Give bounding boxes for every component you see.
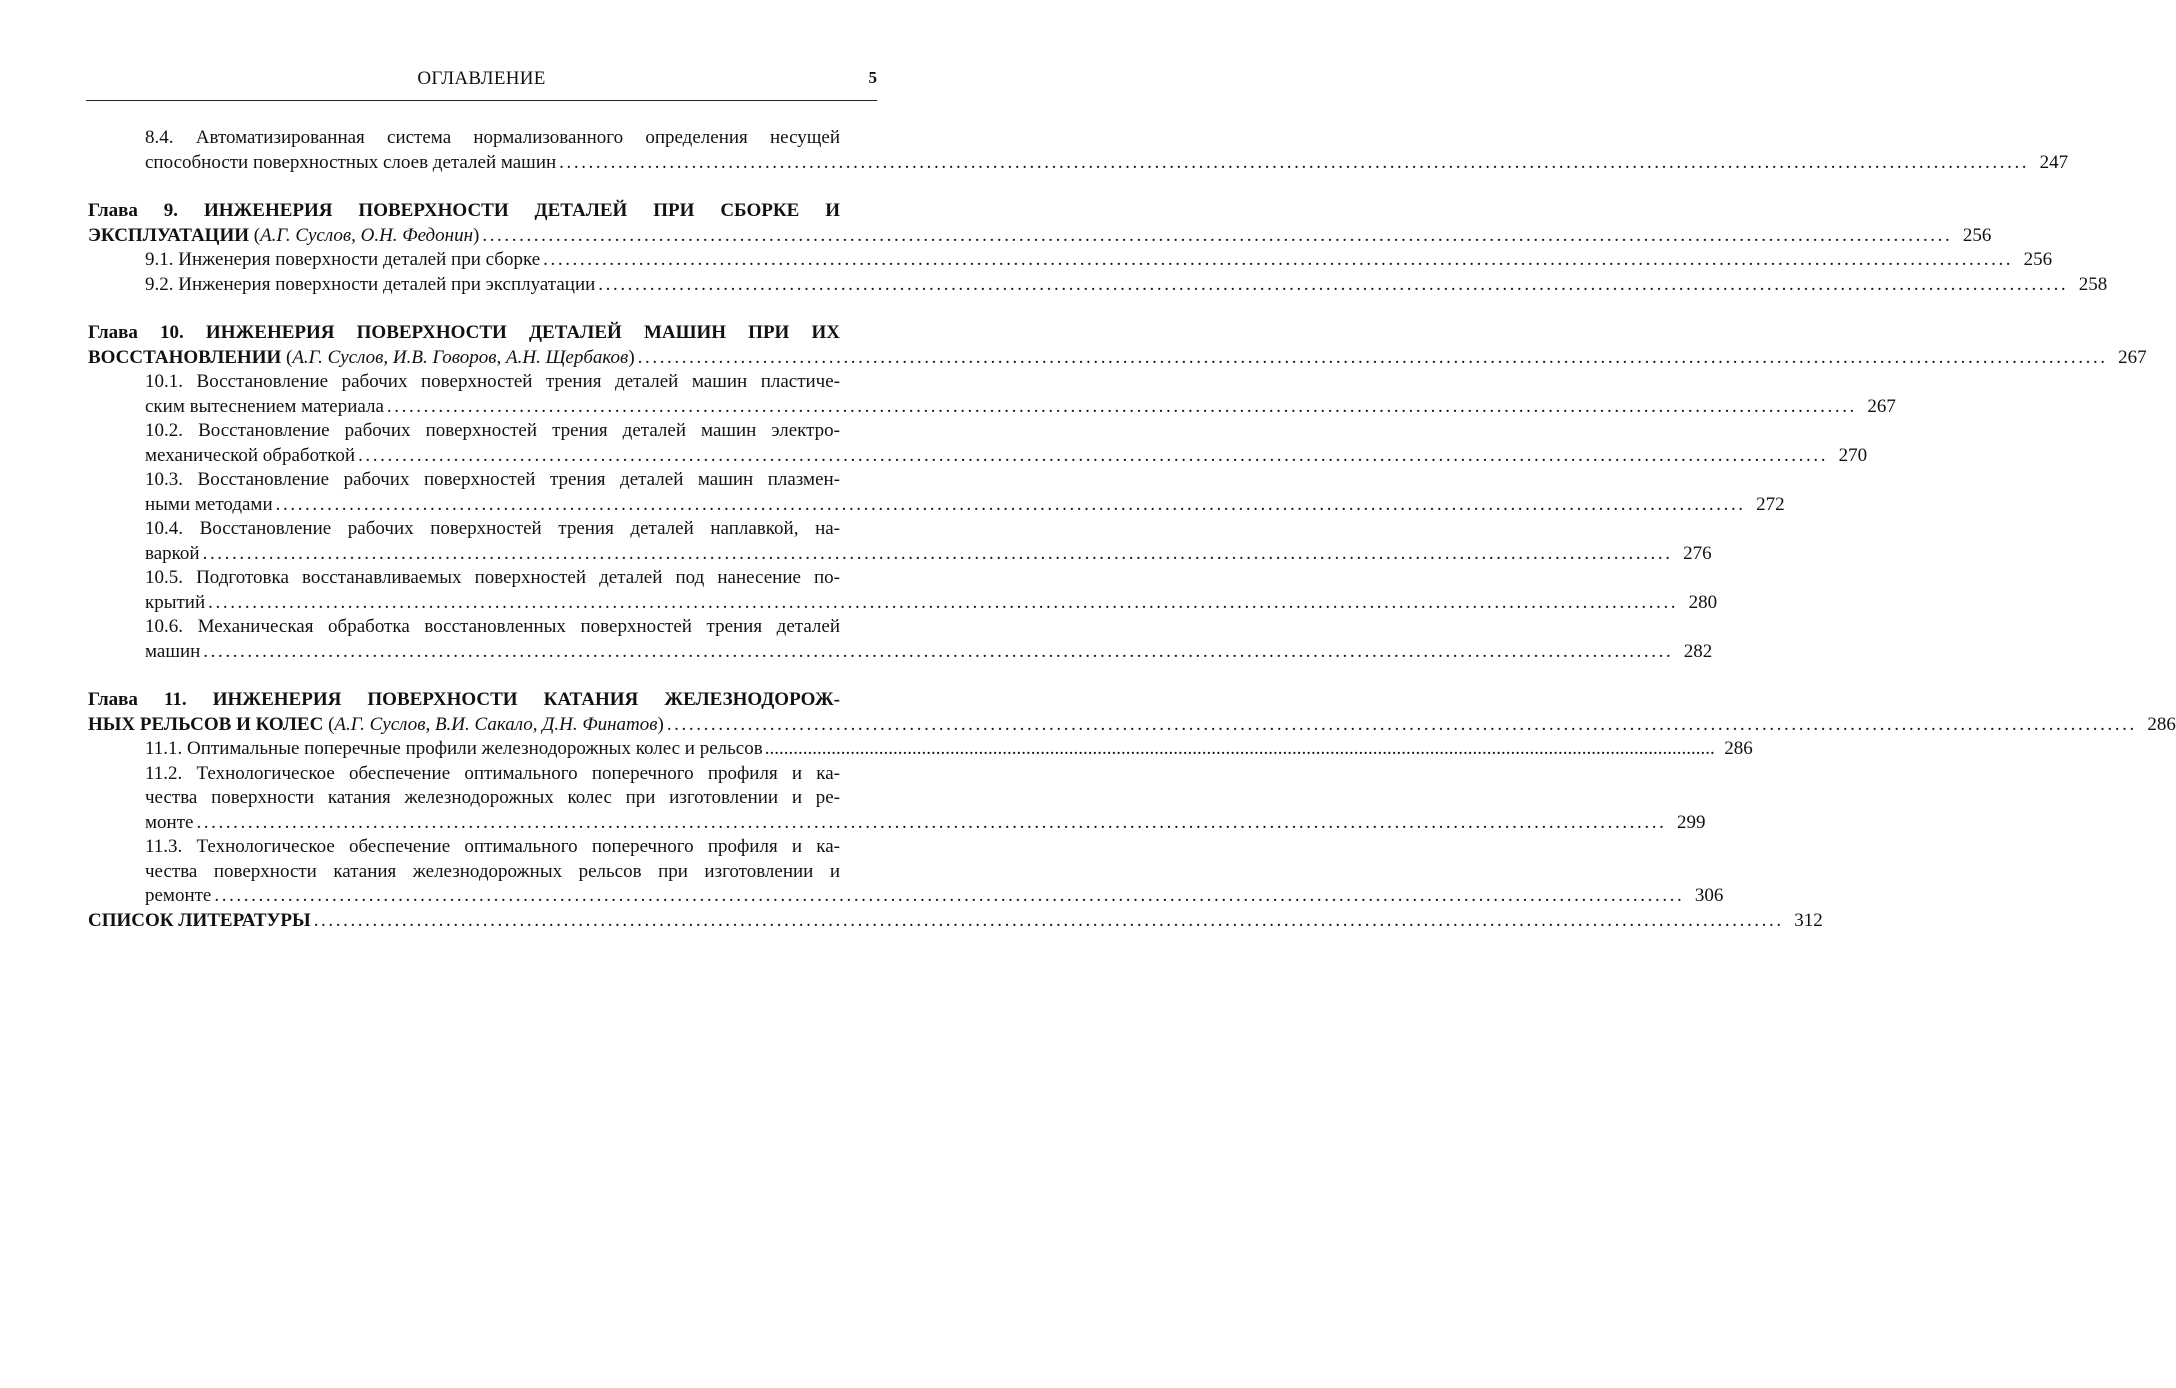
toc-entry-text: ским вытеснением материала (145, 395, 384, 417)
dot-leader: ........................................................................................................................................................................................................ (214, 885, 1685, 906)
toc-entry-line: 10.2. Восстановление рабочих поверхностей трения деталей машин электро- (145, 420, 840, 441)
spacer (88, 175, 873, 199)
dot-leader: ........................................................................................................................................................................................................ (196, 811, 1667, 833)
chapter-title-line: Глава 11. ИНЖЕНЕРИЯ ПОВЕРХНОСТИ КАТАНИЯ ЖЕЛЕЗНОДОРОЖ- (88, 689, 840, 710)
toc-entry-line: НЫХ РЕЛЬСОВ И КОЛЕС (А.Г. Суслов, В.И. Сакало, Д.Н. Финатов) ........................................................................................................................................................................................................ 286 (88, 713, 873, 738)
toc-page-number: 247 (2039, 151, 2069, 173)
toc-entry-text: ными методами (145, 493, 273, 515)
toc-entry-line: 10.1. Восстановление рабочих поверхностей трения деталей машин пластиче- (145, 371, 840, 392)
toc-page-number: 267 (1867, 395, 1896, 417)
toc-entry-text: варкой (145, 542, 200, 564)
toc-page-number: 286 (2147, 713, 2176, 735)
toc-entry-text: ремонте (145, 885, 212, 906)
toc-entry-text: крытий (145, 591, 206, 613)
page-number: 5 (868, 68, 877, 87)
toc-entry-line (88, 811, 1706, 836)
toc-entry-9-2[interactable] (88, 273, 2108, 298)
toc-entry-line: 10.3. Восстановление рабочих поверхностей трения деталей машин плазмен- (145, 469, 840, 490)
toc-page-number: 258 (2078, 273, 2108, 295)
toc-entry-line: 10.6. Механическая обработка восстановленных поверхностей трения деталей (145, 616, 840, 637)
table-of-contents (88, 126, 2176, 933)
toc-entry-11-3[interactable] (88, 835, 1724, 909)
toc-entry-11-2[interactable] (88, 762, 1706, 836)
chapter-title: ЭКСПЛУАТАЦИИ (88, 224, 249, 246)
toc-entry-line (88, 444, 1868, 469)
toc-entry-line (88, 395, 1896, 420)
toc-entry-9-1[interactable] (88, 248, 2053, 273)
chapter-title-line: Глава 9. ИНЖЕНЕРИЯ ПОВЕРХНОСТИ ДЕТАЛЕЙ ПРИ СБОРКЕ И (88, 200, 840, 221)
toc-entry-line (88, 640, 1713, 665)
toc-entry-line: 10.4. Восстановление рабочих поверхностей трения деталей наплавкой, на- (145, 518, 840, 539)
chapter-title: НЫХ РЕЛЬСОВ И КОЛЕС (88, 713, 324, 735)
toc-entry-line: чества поверхности катания железнодорожных рельсов при изготовлении и (145, 860, 840, 882)
toc-entry-10-6[interactable] (88, 615, 1713, 664)
dot-leader: ........................................................................................................................................................................................................ (482, 224, 1953, 246)
toc-entry-line (88, 151, 2069, 176)
toc-entry-10-2[interactable] (88, 419, 1868, 468)
dot-leader: ........................................................................................................................................................................................................ (208, 591, 1679, 613)
toc-entry-line (88, 591, 1718, 616)
dot-leader: ........................................................................................................................................................................................................ (543, 249, 2014, 270)
references-title: СПИСОК ЛИТЕРАТУРЫ (88, 909, 311, 931)
toc-chapter-9[interactable] (88, 199, 1992, 248)
toc-entry-8-4[interactable] (88, 126, 2069, 175)
toc-entry-references[interactable] (88, 909, 1823, 934)
toc-page-number: 312 (1794, 909, 1823, 931)
toc-entry-line (88, 542, 1712, 567)
dot-leader: ........................................................................................................................................................................................................ (637, 346, 2108, 368)
toc-entry-line (88, 884, 1724, 909)
dot-leader: ........................................................................................................................................................................................................ (203, 640, 1674, 662)
dot-leader: ........................................................................................................................................................................................................ (666, 713, 2137, 735)
toc-entry-10-1[interactable] (88, 370, 1896, 419)
toc-page-number: 280 (1688, 591, 1718, 613)
toc-page-number: 256 (2023, 249, 2053, 270)
dot-leader: ........................................................................................................................................................................................................ (313, 909, 1784, 931)
dot-leader: ........................................................................................................................................................................................................ (598, 273, 2069, 295)
toc-page-number: 267 (2118, 346, 2147, 368)
toc-entry-line: 11.3. Технологическое обеспечение оптимального поперечного профиля и ка- (145, 836, 840, 857)
chapter-authors: А.Г. Суслов, О.Н. Федонин (260, 224, 474, 246)
toc-entry-10-5[interactable] (88, 566, 1718, 615)
toc-entry-11-1[interactable] (88, 737, 1753, 762)
toc-entry-line (88, 493, 1785, 518)
toc-chapter-11[interactable] (88, 688, 2176, 737)
toc-entry-line: 10.5. Подготовка восстанавливаемых поверхностей деталей под нанесение по- (145, 567, 840, 588)
toc-entry-line: 11.2. Технологическое обеспечение оптимального поперечного профиля и ка- (145, 762, 840, 784)
page-header-title: ОГЛАВЛЕНИЕ (417, 68, 546, 89)
chapter-title-line: Глава 10. ИНЖЕНЕРИЯ ПОВЕРХНОСТИ ДЕТАЛЕЙ МАШИН ПРИ ИХ (88, 322, 840, 343)
toc-page-number: 306 (1694, 885, 1724, 906)
toc-page-number: 276 (1683, 542, 1712, 564)
toc-page-number: 256 (1962, 224, 1992, 246)
dot-leader: ........................................................................................................................................................................................................ (275, 493, 1746, 515)
toc-entry-10-4[interactable] (88, 517, 1712, 566)
chapter-title: ВОССТАНОВЛЕНИИ (88, 346, 282, 368)
dot-leader: ........................................................................................................................................................................................................ (764, 738, 1715, 759)
toc-page-number: 270 (1838, 444, 1868, 466)
toc-entry-text: монте (145, 811, 194, 833)
toc-page-number: 282 (1683, 640, 1713, 662)
toc-entry-text: механической обработкой (145, 444, 356, 466)
toc-entry-line: чества поверхности катания железнодорожных колес при изготовлении и ре- (145, 787, 840, 808)
toc-entry-text: машин (145, 640, 201, 662)
toc-entry-text: 11.1. Оптимальные поперечные профили железнодорожных колес и рельсов (145, 738, 763, 759)
chapter-authors: А.Г. Суслов, В.И. Сакало, Д.Н. Финатов (334, 713, 658, 735)
spacer (88, 664, 873, 688)
toc-entry-10-3[interactable] (88, 468, 1785, 517)
dot-leader: ........................................................................................................................................................................................................ (202, 542, 1673, 564)
chapter-authors: А.Г. Суслов, И.В. Говоров, А.Н. Щербаков (292, 346, 629, 368)
header-rule (86, 100, 877, 101)
toc-entry-line: ВОССТАНОВЛЕНИИ (А.Г. Суслов, И.В. Говоров, А.Н. Щербаков) ........................................................................................................................................................................................................ 267 (88, 346, 873, 371)
dot-leader: ........................................................................................................................................................................................................ (358, 444, 1829, 466)
toc-page-number: 286 (1724, 738, 1753, 759)
dot-leader: ........................................................................................................................................................................................................ (386, 395, 1857, 417)
toc-page-number: 299 (1676, 811, 1706, 833)
toc-entry-text: 9.1. Инженерия поверхности деталей при сборке (145, 249, 541, 270)
toc-entry-text: 9.2. Инженерия поверхности деталей при эксплуатации (145, 273, 596, 295)
toc-entry-line: ЭКСПЛУАТАЦИИ (А.Г. Суслов, О.Н. Федонин) ........................................................................................................................................................................................................ 256 (88, 224, 873, 249)
toc-page-number: 272 (1756, 493, 1785, 515)
dot-leader: ........................................................................................................................................................................................................ (559, 151, 2030, 173)
toc-entry-text: способности поверхностных слоев деталей машин (145, 151, 557, 173)
spacer (88, 297, 873, 321)
toc-chapter-10[interactable] (88, 321, 2147, 370)
toc-entry-line: 8.4. Автоматизированная система нормализованного определения несущей (145, 127, 840, 148)
